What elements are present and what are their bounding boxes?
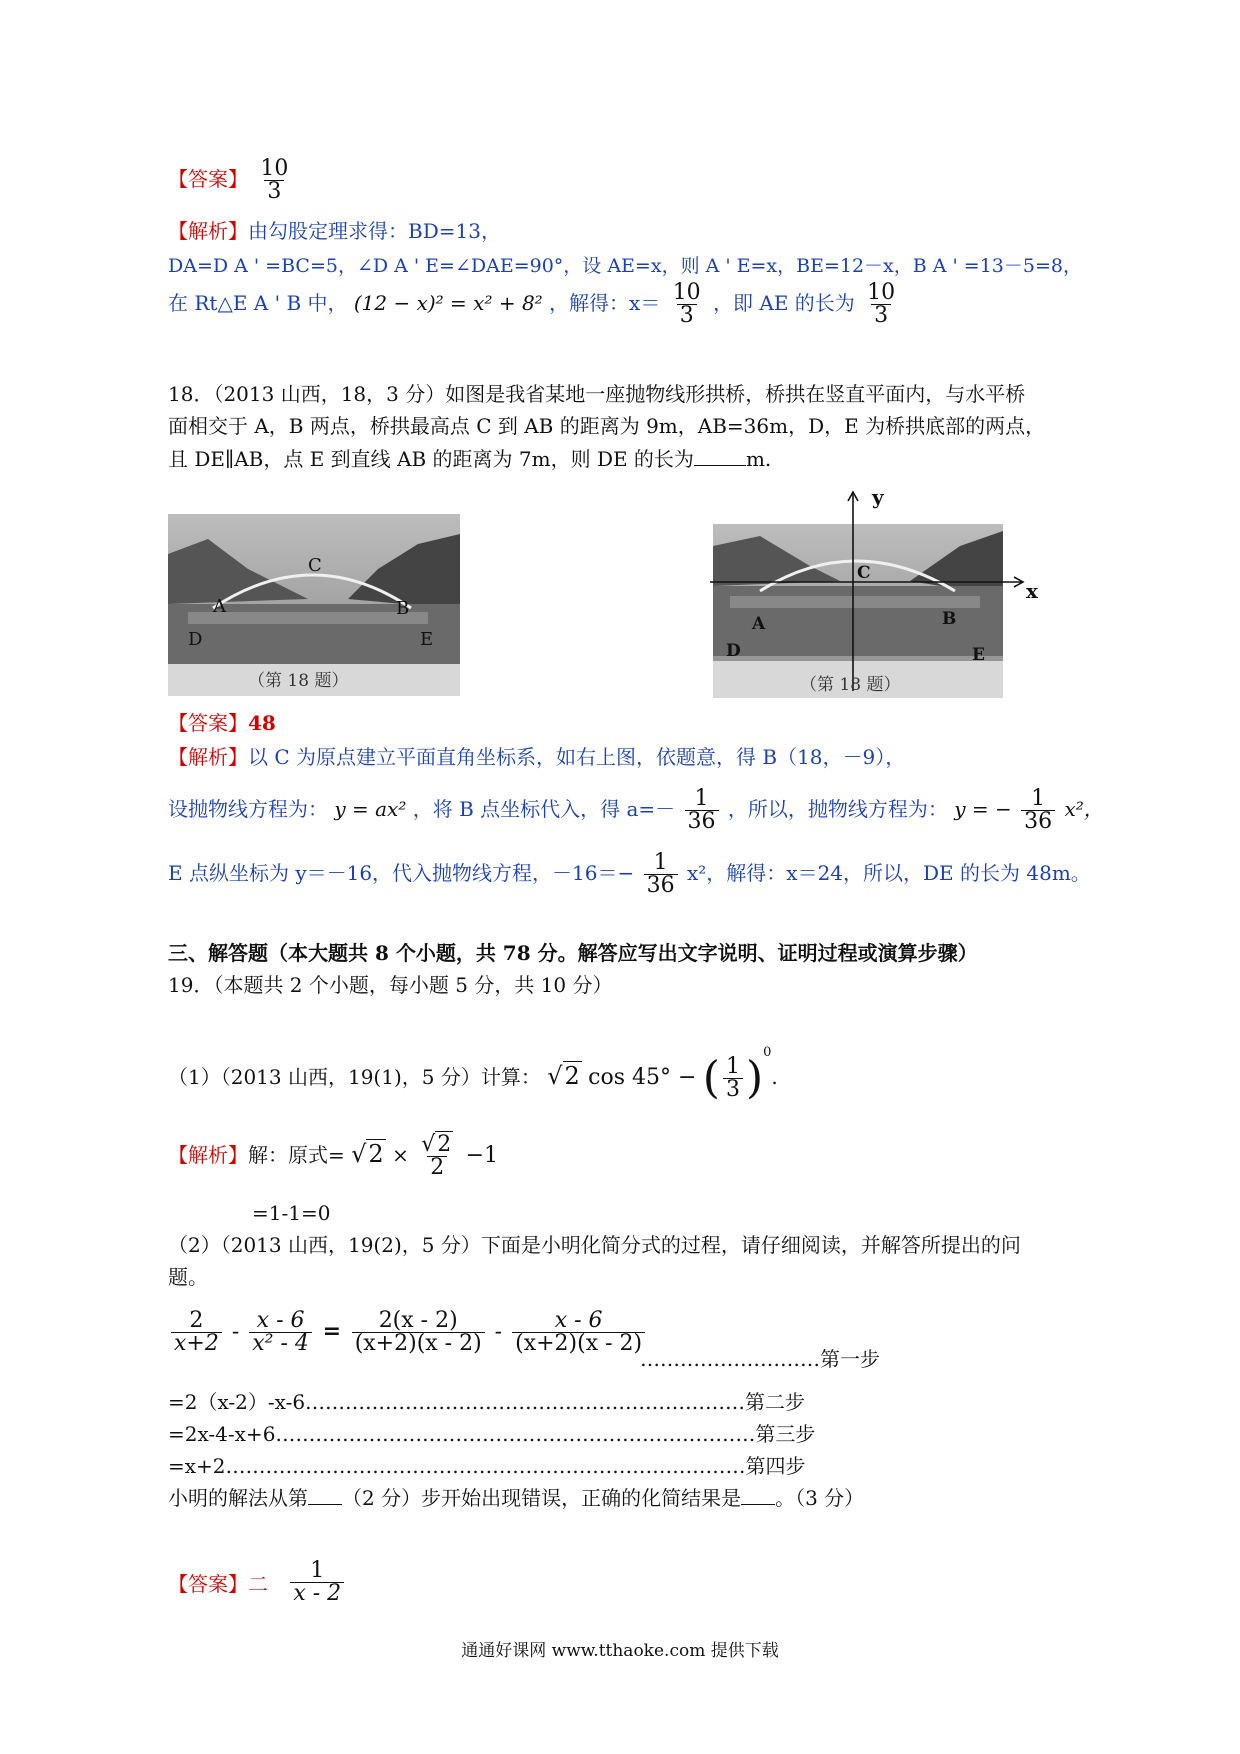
label-c: C [308, 555, 322, 576]
answer-tag: 【答案】 [168, 711, 248, 735]
step2: =2（x-2）-x-6…………………………………………………………第二步 [168, 1390, 806, 1414]
answer-fraction: $\frac{1}{x - 2}$ [290, 1560, 344, 1605]
fraction-expression: $\frac{2}{x+2}$ - $\frac{x - 6}{\text{x² - 4}}$ = $\frac{2(x - 2)}{(x+2)(x - 2)}$ - $\frac{x - 6}{(x+2)(x - 2)}$ [168, 1310, 648, 1355]
label-a: A [213, 596, 226, 617]
sqrt-2: √2 [547, 1062, 580, 1090]
fraction: $\frac{1}{3}$ [723, 1056, 743, 1101]
analysis-tag: 【解析】 [168, 745, 248, 769]
label-a: A [752, 614, 766, 634]
step4: =x+2……………………………………………………………………第四步 [168, 1454, 806, 1478]
answer-tag: 【答案】 [168, 1572, 248, 1596]
label-d: D [726, 641, 741, 661]
analysis-text: 由勾股定理求得：BD=13， [248, 219, 501, 243]
q19-2-line2: 题。 [168, 1265, 208, 1289]
page-footer: 通通好课网 www.tthaoke.com 提供下载 [461, 1641, 779, 1661]
answer-fraction: $\frac{10}{3}$ [260, 156, 289, 204]
section3-heading: 三、解答题（本大题共 8 个小题，共 78 分。解答应写出文字说明、证明过程或演算步骤） [168, 941, 978, 965]
q18-analysis-line2: 设抛物线方程为： y = ax² ，将 B 点坐标代入，得 a=－ $\frac{1}{36}$ ，所以，抛物线方程为： y = − $\frac{1}{36}$ x²， [168, 786, 1104, 834]
fraction: $\frac{x - 6}{(x+2)(x - 2)}$ [512, 1310, 645, 1355]
step1: ………………………第一步 [640, 1347, 880, 1371]
fraction: $\frac{10}{3}$ [672, 280, 701, 328]
q18-analysis-line3: E 点纵坐标为 y＝－16，代入抛物线方程，－16＝− $\frac{1}{36}$ x²，解得：x＝24，所以，DE 的长为 48m。 [168, 850, 1091, 898]
q19-1-result: =1-1=0 [252, 1201, 331, 1225]
bridge-figure-left [168, 514, 460, 696]
q17-answer-line [168, 158, 294, 203]
answer-value: 二 [248, 1572, 268, 1596]
label-e: E [972, 645, 985, 665]
label-d: D [188, 629, 203, 650]
fraction: $\frac{1}{36}$ [685, 788, 719, 833]
label-b: B [942, 609, 957, 629]
q19-2-answer [168, 1560, 347, 1605]
label-e: E [420, 629, 434, 650]
q19-1-line: （1）（2013 山西，19(1)，5 分）计算： √2 cos 45° − ( $\frac{1}{3}$ )$^0$. [168, 1045, 778, 1104]
q17-analysis-line1 [168, 218, 501, 244]
figure-caption: （第 18 题） [248, 671, 349, 691]
figure-caption: （第 18 题） [800, 675, 901, 695]
answer-blank [694, 465, 746, 466]
sqrt-2: √2 [351, 1140, 384, 1168]
fraction: $\frac{1}{36}$ [644, 852, 678, 897]
fraction: $\frac{2}{x+2}$ [171, 1310, 222, 1355]
axis-x-label: x [1026, 579, 1038, 603]
q18-line2: 面相交于 A，B 两点，桥拱最高点 C 到 AB 的距离为 9m，AB=36m，D，E 为桥拱底部的两点， [168, 414, 1046, 438]
answer-blank [741, 1504, 775, 1505]
q19-1-analysis: 【解析】解：原式= √2 × $\frac{√2}{2}$ −1 [168, 1132, 499, 1180]
q18-analysis-line1: 【解析】以 C 为原点建立平面直角坐标系，如右上图，依题意，得 B（18，－9）， [168, 745, 906, 769]
step3: =2x-4-x+6………………………………………………………………第三步 [168, 1422, 816, 1446]
q18-line3: 且 DE∥AB，点 E 到直线 AB 的距离为 7m，则 DE 的长为 m. [168, 447, 772, 471]
fraction: $\frac{x - 6}{\text{x² - 4}}$ [249, 1310, 312, 1355]
q18-answer-line [168, 710, 276, 736]
axis-y-label: y [872, 486, 884, 509]
fraction: $\frac{2(x - 2)}{(x+2)(x - 2)}$ [352, 1310, 485, 1355]
analysis-tag: 【解析】 [168, 1143, 248, 1167]
q19-2-line1: （2）（2013 山西，19(2)，5 分）下面是小明化简分式的过程，请仔细阅读，并解答所提出的问 [168, 1233, 1021, 1257]
answer-value: 48 [248, 711, 276, 735]
bridge-figure-right [710, 486, 1046, 698]
analysis-tag: 【解析】 [168, 219, 248, 243]
q19-2-question: 小明的解法从第 （2 分）步开始出现错误，正确的化简结果是 。（3 分） [168, 1486, 865, 1510]
q17-analysis-line2: DA=D A ' =BC=5，∠D A ' E=∠DAE=90°，设 AE=x，则 A ' E=x，BE=12－x，B A ' =13－5=8， [168, 255, 1082, 277]
label-c: C [857, 563, 871, 583]
equation: (12 − x)² = x² + 8² [353, 291, 543, 315]
answer-blank [308, 1504, 342, 1505]
fraction: $\frac{√2}{2}$ [421, 1132, 452, 1180]
fraction: $\frac{1}{36}$ [1021, 788, 1055, 833]
q17-analysis-line3: 在 Rt△E A ' B 中， (12 − x)² = x² + 8² ，解得：x＝ $\frac{10}{3}$ ，即 AE 的长为 $\frac{10}{3}$ [168, 282, 901, 327]
label-b: B [396, 598, 410, 619]
fraction: $\frac{10}{3}$ [867, 280, 896, 328]
q18-line1: 18．（2013 山西，18，3 分）如图是我省某地一座抛物线形拱桥，桥拱在竖直平面内，与水平桥 [168, 382, 1026, 406]
q19-heading: 19．（本题共 2 个小题，每小题 5 分，共 10 分） [168, 973, 613, 997]
answer-tag: 【答案】 [168, 167, 248, 191]
